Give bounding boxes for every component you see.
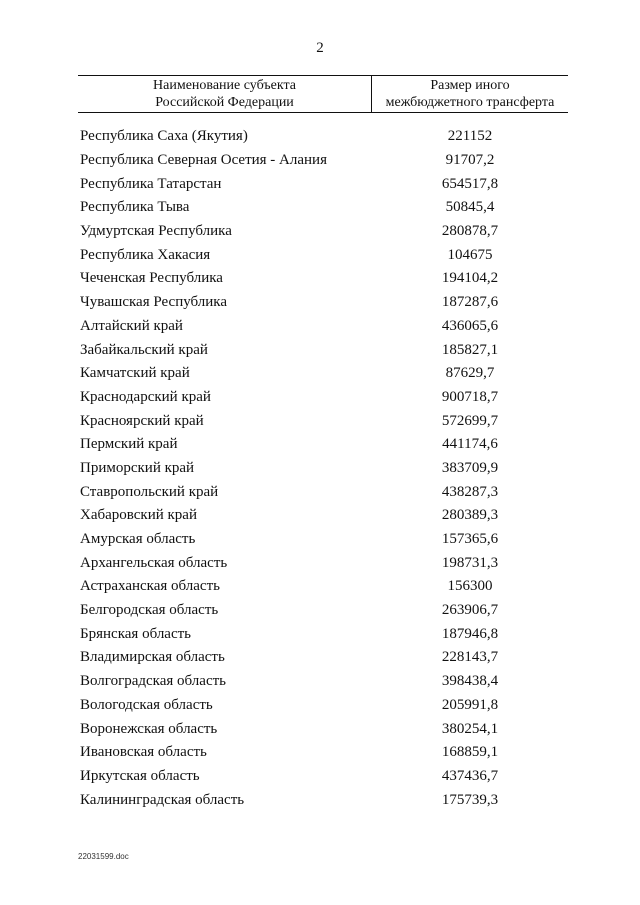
table-row <box>80 433 568 457</box>
transfer-amount: 185827,1 <box>441 341 499 358</box>
column-header-region <box>78 76 372 112</box>
table-row <box>80 267 568 291</box>
table-body <box>80 125 568 812</box>
table-row <box>80 575 568 599</box>
transfer-amount: 398438,4 <box>441 673 499 690</box>
transfer-amount: 175739,3 <box>441 791 499 808</box>
table-row <box>80 196 568 220</box>
transfer-amount: 441174,6 <box>442 436 498 453</box>
region-name: Архангельская область <box>80 554 228 571</box>
region-name: Республика Татарстан <box>80 175 222 192</box>
region-name: Красноярский край <box>80 412 204 429</box>
table-row <box>80 315 568 339</box>
table-row <box>80 338 568 362</box>
region-name: Иркутская область <box>80 767 200 784</box>
transfer-amount: 194104,2 <box>441 270 499 287</box>
region-name: Чеченская Республика <box>80 270 223 287</box>
transfer-amount: 572699,7 <box>441 412 499 429</box>
transfer-amount: 280389,3 <box>441 507 499 524</box>
region-name: Приморский край <box>80 459 195 476</box>
region-name: Республика Тыва <box>80 199 190 216</box>
table-row <box>80 551 568 575</box>
region-name: Ивановская область <box>80 744 207 761</box>
transfer-amount: 168859,1 <box>441 744 499 761</box>
transfer-amount: 436065,6 <box>441 317 499 334</box>
transfer-amount: 205991,8 <box>441 696 499 713</box>
region-name: Краснодарский край <box>80 388 211 405</box>
table-row <box>80 149 568 173</box>
region-name: Белгородская область <box>80 602 219 619</box>
region-name: Забайкальский край <box>80 341 208 358</box>
table-row <box>80 480 568 504</box>
transfer-amount: 50845,4 <box>445 199 495 216</box>
table-row <box>80 741 568 765</box>
transfer-amount: 91707,2 <box>445 152 495 169</box>
region-name: Хабаровский край <box>80 507 197 524</box>
transfer-amount: 380254,1 <box>441 720 499 737</box>
table-header <box>78 75 568 113</box>
transfer-amount: 198731,3 <box>441 554 499 571</box>
table-row <box>80 765 568 789</box>
table-row <box>80 386 568 410</box>
table-row <box>80 243 568 267</box>
region-name: Алтайский край <box>80 317 183 334</box>
region-name: Амурская область <box>80 531 196 548</box>
region-name: Республика Саха (Якутия) <box>80 128 248 145</box>
region-name: Калининградская область <box>80 791 245 808</box>
transfer-amount: 437436,7 <box>441 767 499 784</box>
transfer-amount: 438287,3 <box>441 483 499 500</box>
column-header-amount-line1: Размер иного <box>430 78 510 93</box>
table-row <box>80 528 568 552</box>
transfer-amount: 383709,9 <box>441 459 499 476</box>
transfer-amount: 228143,7 <box>441 649 499 666</box>
column-header-amount <box>372 76 568 112</box>
transfer-amount: 221152 <box>447 128 493 145</box>
region-name: Ставропольский край <box>80 483 219 500</box>
table-row <box>80 694 568 718</box>
table-row <box>80 172 568 196</box>
region-name: Владимирская область <box>80 649 225 666</box>
transfer-amount: 156300 <box>447 578 493 595</box>
region-name: Республика Северная Осетия - Алания <box>80 152 327 169</box>
table-row <box>80 717 568 741</box>
transfer-amount: 263906,7 <box>441 602 499 619</box>
table-row <box>80 646 568 670</box>
region-name: Астраханская область <box>80 578 220 595</box>
table-row <box>80 220 568 244</box>
table-row <box>80 291 568 315</box>
table-row <box>80 599 568 623</box>
transfer-amount: 280878,7 <box>441 223 499 240</box>
region-name: Республика Хакасия <box>80 246 211 263</box>
table-row <box>80 670 568 694</box>
table-row <box>80 457 568 481</box>
region-name: Чувашская Республика <box>80 294 228 311</box>
table-row <box>80 125 568 149</box>
table-row <box>80 622 568 646</box>
region-name: Брянская область <box>80 625 192 642</box>
table-row <box>80 788 568 812</box>
page-number: 2 <box>316 40 324 56</box>
document-file-code: 22031599.doc <box>78 852 129 861</box>
region-name: Удмуртская Республика <box>80 223 232 240</box>
region-name: Волгоградская область <box>80 673 226 690</box>
table-row <box>80 409 568 433</box>
transfer-amount: 157365,6 <box>441 531 499 548</box>
region-name: Пермский край <box>80 436 178 453</box>
transfer-amount: 187287,6 <box>441 294 499 311</box>
transfer-amount: 900718,7 <box>441 388 499 405</box>
region-name: Камчатский край <box>80 365 190 382</box>
region-name: Воронежская область <box>80 720 218 737</box>
region-name: Вологодская область <box>80 696 213 713</box>
transfer-amount: 654517,8 <box>441 175 499 192</box>
transfer-amount: 87629,7 <box>445 365 495 382</box>
column-header-region-line2: Российской Федерации <box>155 95 294 110</box>
table-row <box>80 362 568 386</box>
transfer-amount: 187946,8 <box>441 625 499 642</box>
transfer-amount: 104675 <box>447 246 493 263</box>
column-header-amount-line2: межбюджетного трансферта <box>385 95 555 110</box>
column-header-region-line1: Наименование субъекта <box>153 78 296 93</box>
table-row <box>80 504 568 528</box>
